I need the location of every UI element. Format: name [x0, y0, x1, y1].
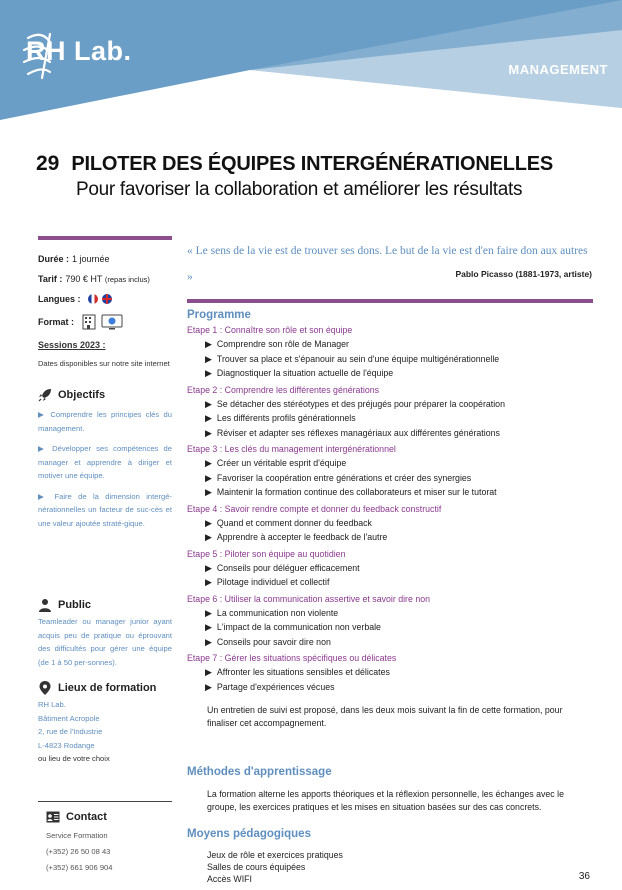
programme-step-item: [187, 456, 595, 471]
header-banner: [0, 0, 622, 120]
programme-step-title: Etape 1 : Connaître son rôle et son équipe: [187, 325, 353, 335]
means-line: Jeux de rôle et exercices pratiques: [207, 850, 343, 860]
public-title: Public: [58, 599, 92, 611]
objective-item: ▶ Comprendre les principes clés du management.: [38, 410, 172, 433]
objective-item: ▶ Faire de la dimension intergé-nérationnelles un facteur de suc-cès et une valeur ajoutée straté-gique.: [38, 491, 172, 528]
page-title: PILOTER DES ÉQUIPES INTERGÉNÉRATIONELLES: [71, 153, 554, 175]
programme-step-item-text: Apprendre à accepter le feedback de l'autre: [216, 532, 388, 542]
programme-step-item-text: Trouver sa place et s'épanouir au sein d'une équipe multigénérationnelle: [216, 353, 500, 364]
methods-text: La formation alterne les apports théoriques et la réflexion personnelle, les échanges avec le groupe, les exercices pratiques et les mises en situation basées sur des cas concrets.: [207, 789, 564, 812]
programme-note: Un entretien de suivi est proposé, dans les deux mois suivant la fin de cette formation, pour finaliser cet accompagnement.: [207, 705, 563, 728]
contact-title: Contact: [66, 811, 107, 823]
price-row: [38, 274, 172, 284]
duration-row: [38, 254, 172, 264]
programme-step-item: [187, 516, 595, 531]
programme-step-item: [187, 680, 595, 695]
programme-step-item-text: Quand et comment donner du feedback: [216, 517, 372, 528]
sessions-note: Dates disponibles sur notre site internet: [38, 359, 170, 368]
objective-item: ▶ Développer ses compétences de manager et apprendre à diriger et motiver une équipe.: [38, 444, 172, 480]
price-note: (repas inclus): [104, 274, 150, 284]
programme-step-item-text: Pilotage individuel et collectif: [216, 577, 330, 587]
quote-text: « Le sens de la vie est de trouver ses dons. Le but de la vie est d'en faire don aux autres »: [187, 245, 588, 283]
logo: [20, 28, 132, 67]
location-pin-icon: [38, 681, 52, 695]
location-line: 2, rue de l'Industrie: [38, 727, 103, 736]
programme-step-item-text: Créer un véritable esprit d'équipe: [216, 458, 347, 468]
languages-row: [38, 294, 172, 304]
bullet-arrow-icon: ▶: [205, 368, 212, 378]
price-value: 790 € HT: [65, 274, 103, 284]
programme-step-item-text: Diagnostiquer la situation actuelle de l'équipe: [216, 368, 394, 378]
locations-title: Lieux de formation: [58, 682, 157, 694]
programme-step-item-text: La communication non violente: [216, 607, 339, 618]
price-label: Tarif :: [38, 274, 63, 284]
english-flag-icon: [102, 294, 112, 304]
logo-text: RH Lab.: [26, 36, 132, 66]
objectives-title: Objectifs: [58, 389, 106, 401]
programme-step-item-text: L'impact de la communication non verbale: [216, 622, 381, 632]
bullet-arrow-icon: ▶: [205, 577, 212, 587]
contact-card-icon: [46, 810, 60, 824]
programme-step-item: [187, 397, 595, 412]
programme-step-item: [187, 411, 595, 426]
quote-author: Pablo Picasso (1881-1973, artiste): [455, 269, 592, 279]
programme-step-item: [187, 471, 595, 486]
programme-step-title: Etape 2 : Comprendre les différentes générations: [187, 384, 380, 395]
logo-mark-icon: [20, 28, 60, 82]
bullet-arrow-icon: ▶: [205, 622, 212, 632]
programme-step-title: Etape 6 : Utiliser la communication assertive et savoir dire non: [187, 593, 431, 604]
programme-step-title: Etape 3 : Les clés du management intergénérationnel: [187, 444, 396, 454]
main-content: [187, 238, 595, 885]
format-row: [38, 314, 172, 330]
bullet-arrow-icon: ▶: [205, 487, 212, 497]
duration-label: Durée :: [38, 254, 70, 264]
bullet-arrow-icon: ▶: [205, 681, 212, 692]
means-heading: Moyens pédagogiques: [187, 828, 311, 840]
means-line: Salles de cours équipées: [207, 862, 306, 872]
programme-step-item: [187, 337, 595, 352]
programme-step-title: Etape 7 : Gérer les situations spécifiques ou délicates: [187, 653, 397, 663]
bullet-arrow-icon: ▶: [205, 458, 212, 468]
programme-step-item: [187, 665, 595, 680]
programme-step-item: [187, 352, 595, 367]
programme-step-item: [187, 575, 595, 590]
programme-step-item-text: Conseils pour savoir dire non: [216, 636, 331, 647]
programme-heading: Programme: [187, 309, 251, 321]
bullet-arrow-icon: ▶: [205, 562, 212, 573]
public-text: Teamleader ou manager junior ayant acquis peu de pratique ou éprouvant des difficultés pour gérer une équipe (de 1 à 50 per-sonnes).: [38, 617, 172, 667]
programme-step-item-text: Réviser et adapter ses réflexes managériaux aux différentes générations: [216, 427, 500, 438]
category-label: MANAGEMENT: [508, 62, 608, 77]
programme-step-item-text: Favoriser la coopération entre générations et créer des synergies: [216, 472, 472, 483]
contact-rule: [38, 801, 172, 802]
programme-step-item-text: Maintenir la formation continue des collaborateurs et miser sur le tutorat: [216, 487, 497, 497]
programme-step-item: [187, 485, 595, 500]
programme-step-item: [187, 561, 595, 576]
bullet-arrow-icon: ▶: [205, 339, 212, 349]
means-line: Accès WIFI: [207, 874, 252, 884]
objectives-heading: [38, 388, 172, 402]
rocket-icon: [38, 388, 52, 402]
bullet-arrow-icon: ▶: [205, 398, 212, 409]
location-other: ou lieu de votre choix: [38, 754, 110, 763]
public-heading: [38, 598, 172, 612]
sidebar: [38, 236, 172, 876]
programme-step-item-text: Affronter les situations sensibles et délicates: [216, 667, 390, 677]
page-number: 36: [578, 871, 590, 882]
bullet-arrow-icon: ▶: [205, 667, 212, 677]
programme-step-item: [187, 635, 595, 650]
bullet-arrow-icon: ▶: [205, 636, 212, 647]
location-line: Bâtiment Acropole: [38, 713, 100, 723]
locations-heading: [38, 681, 172, 695]
duration-value: 1 journée: [72, 254, 110, 264]
contact-phone[interactable]: (+352) 26 50 08 43: [46, 847, 111, 856]
remote-session-icon: [101, 314, 123, 330]
programme-step-item-text: Se détacher des stéréotypes et des préjugés pour préparer la coopération: [216, 398, 505, 409]
sessions-label: Sessions 2023 :: [38, 340, 106, 350]
location-line: RH Lab.: [38, 700, 66, 709]
bullet-arrow-icon: ▶: [205, 427, 212, 438]
person-icon: [38, 598, 52, 612]
bullet-arrow-icon: ▶: [205, 607, 212, 618]
format-label: Format :: [38, 317, 74, 327]
bullet-arrow-icon: ▶: [205, 353, 212, 364]
french-flag-icon: [88, 294, 98, 304]
course-number: 29: [36, 152, 60, 175]
programme-step-item: [187, 530, 595, 545]
languages-label: Langues :: [38, 294, 81, 304]
programme-step-item: [187, 426, 595, 441]
contact-line: Service Formation: [46, 831, 108, 840]
programme-step-item-text: Conseils pour déléguer efficacement: [216, 562, 360, 573]
programme-step-title: Etape 5 : Piloter son équipe au quotidien: [187, 548, 346, 559]
sidebar-top-bar: [38, 236, 172, 240]
contact-phone[interactable]: (+352) 661 906 904: [46, 863, 113, 872]
title-block: [36, 152, 606, 201]
methods-heading: Méthodes d'apprentissage: [187, 766, 332, 778]
programme-step-item: [187, 366, 595, 381]
programme-step-item: [187, 620, 595, 635]
programme-steps: [187, 324, 595, 694]
contact-heading: [46, 810, 172, 824]
location-line: L-4823 Rodange: [38, 740, 95, 750]
bullet-arrow-icon: ▶: [205, 472, 212, 483]
bullet-arrow-icon: ▶: [205, 517, 212, 528]
bullet-arrow-icon: ▶: [205, 413, 212, 423]
programme-step-title: Etape 4 : Savoir rendre compte et donner du feedback constructif: [187, 503, 442, 514]
page-subtitle: Pour favoriser la collaboration et améliorer les résultats: [76, 179, 523, 200]
programme-step-item-text: Partage d'expériences vécues: [216, 681, 335, 692]
bullet-arrow-icon: ▶: [205, 532, 212, 542]
programme-step-item: [187, 606, 595, 621]
quote-bar: [187, 299, 593, 303]
programme-step-item-text: Comprendre son rôle de Manager: [216, 339, 349, 349]
building-icon: [82, 314, 96, 330]
programme-step-item-text: Les différents profils générationnels: [216, 413, 356, 423]
